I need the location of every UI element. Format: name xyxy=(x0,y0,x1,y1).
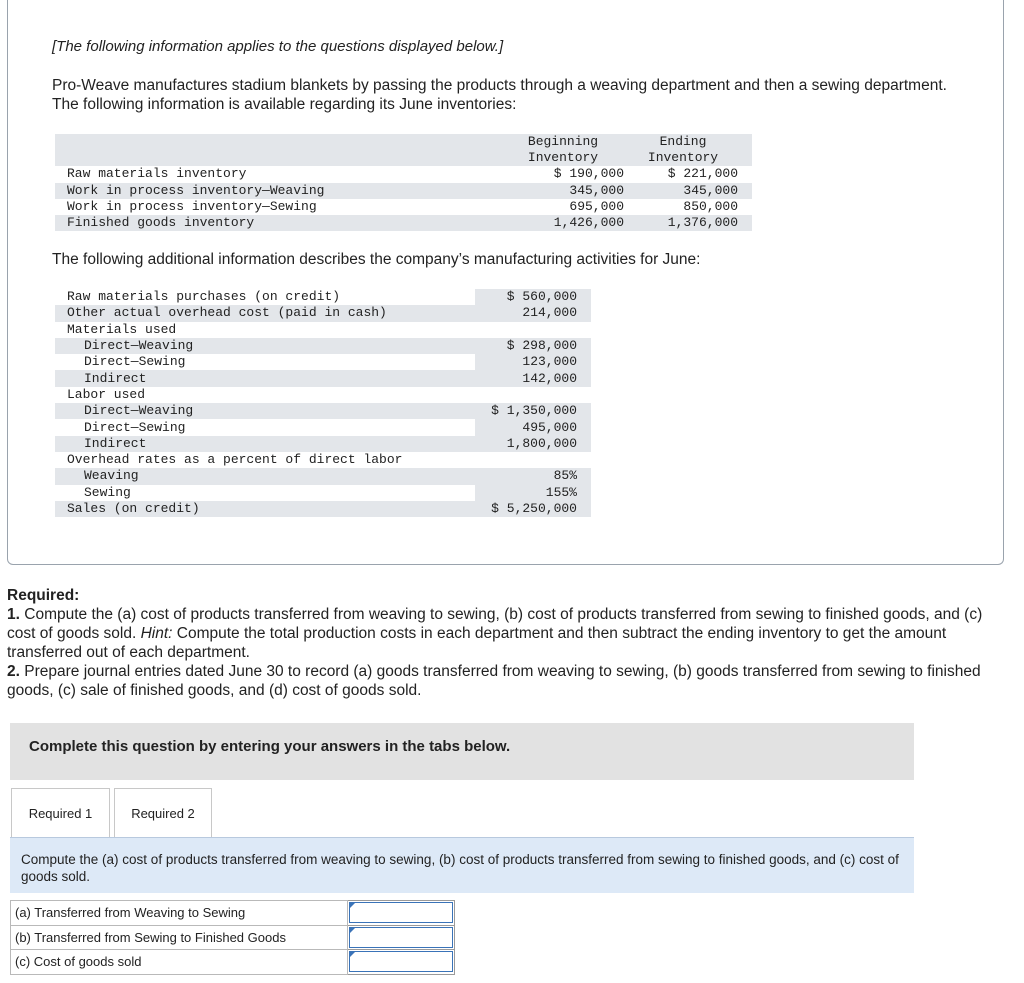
answer-label: (a) Transferred from Weaving to Sewing xyxy=(11,901,348,926)
table-row: Raw materials inventory $ 190,000 $ 221,000 xyxy=(67,166,738,182)
additional-info-intro: The following additional information describes the company’s manufacturing activities for June: xyxy=(52,251,701,268)
table-row: Direct—Weaving $ 1,350,000 xyxy=(55,403,591,419)
table-row: Direct—Weaving $ 298,000 xyxy=(55,338,591,354)
intro-note: [The following information applies to the questions displayed below.] xyxy=(52,38,504,55)
table-row: Indirect 1,800,000 xyxy=(55,436,591,452)
table-row: Direct—Sewing 495,000 xyxy=(55,419,591,435)
table-row: Other actual overhead cost (paid in cash) 214,000 xyxy=(55,305,591,321)
inventory-table: Beginning Ending Inventory Inventory Raw materials inventory $ 190,000 $ 221,000 Work in process inventory—Weaving 345,000 345,000 Work in process inventory—Sewing 695,000 850,000 Finished goods inventory 1,426,000 1,376,000 xyxy=(55,134,752,231)
answer-row xyxy=(11,925,455,950)
table-row: Raw materials purchases (on credit) $ 560,000 xyxy=(55,289,591,305)
inventory-header-row xyxy=(55,134,752,150)
required-section xyxy=(7,586,1007,700)
answer-input-cost-of-goods-sold[interactable] xyxy=(349,951,453,972)
header-ending: Ending xyxy=(659,134,707,150)
table-row: Work in process inventory—Weaving 345,000 345,000 xyxy=(55,183,752,199)
answer-input-sewing-to-finished[interactable] xyxy=(349,927,453,948)
table-row: Finished goods inventory 1,426,000 1,376,000 xyxy=(55,215,752,231)
instructions-banner: Complete this question by entering your answers in the tabs below. xyxy=(10,723,914,780)
table-row: Direct—Sewing 123,000 xyxy=(55,354,591,370)
input-marker-icon xyxy=(349,927,356,934)
table-row: Weaving 85% xyxy=(55,468,591,484)
table-row: Materials used xyxy=(67,321,177,337)
activities-table xyxy=(55,289,591,517)
table-row: Overhead rates as a percent of direct labor xyxy=(67,452,403,468)
required-heading: Required: xyxy=(7,587,80,604)
required-item-1: 1. Compute the (a) cost of products transferred from weaving to sewing, (b) cost of products transferred from sewing to finished goods, and (c) cost of goods sold. Hint: Compute the total production costs in each department and then subtract the ending inventory to get the amount transferred out of each department. xyxy=(7,606,983,661)
input-marker-icon xyxy=(349,902,356,909)
table-row: Indirect 142,000 xyxy=(55,370,591,386)
required-item-2: 2. Prepare journal entries dated June 30 to record (a) goods transferred from weaving to sewing, (b) goods transferred from sewing to finished goods, (c) sale of finished goods, and (d) cost of goods sold. xyxy=(7,663,981,699)
tab-required-1[interactable]: Required 1 xyxy=(11,788,110,837)
answer-input-weaving-to-sewing[interactable] xyxy=(349,902,453,923)
answer-label: (b) Transferred from Sewing to Finished Goods xyxy=(11,925,348,950)
header-beginning: Beginning xyxy=(527,134,599,150)
table-row: Sales (on credit) $ 5,250,000 xyxy=(55,501,591,517)
answer-label: (c) Cost of goods sold xyxy=(11,950,348,975)
input-marker-icon xyxy=(349,951,356,958)
problem-description: Pro-Weave manufactures stadium blankets by passing the products through a weaving department and then a sewing department. The following information is available regarding its June inventories: xyxy=(52,77,947,113)
table-row: Labor used xyxy=(67,386,146,402)
table-row: Work in process inventory—Sewing 695,000 850,000 xyxy=(67,198,738,214)
tab-required-2[interactable]: Required 2 xyxy=(114,788,212,837)
table-row: Sewing 155% xyxy=(55,485,591,501)
answer-table xyxy=(10,900,455,975)
answer-row xyxy=(11,950,455,975)
answer-row xyxy=(11,901,455,926)
tab-instructions: Compute the (a) cost of products transferred from weaving to sewing, (b) cost of products transferred from sewing to finished goods, and (c) cost of goods sold. xyxy=(10,837,914,893)
